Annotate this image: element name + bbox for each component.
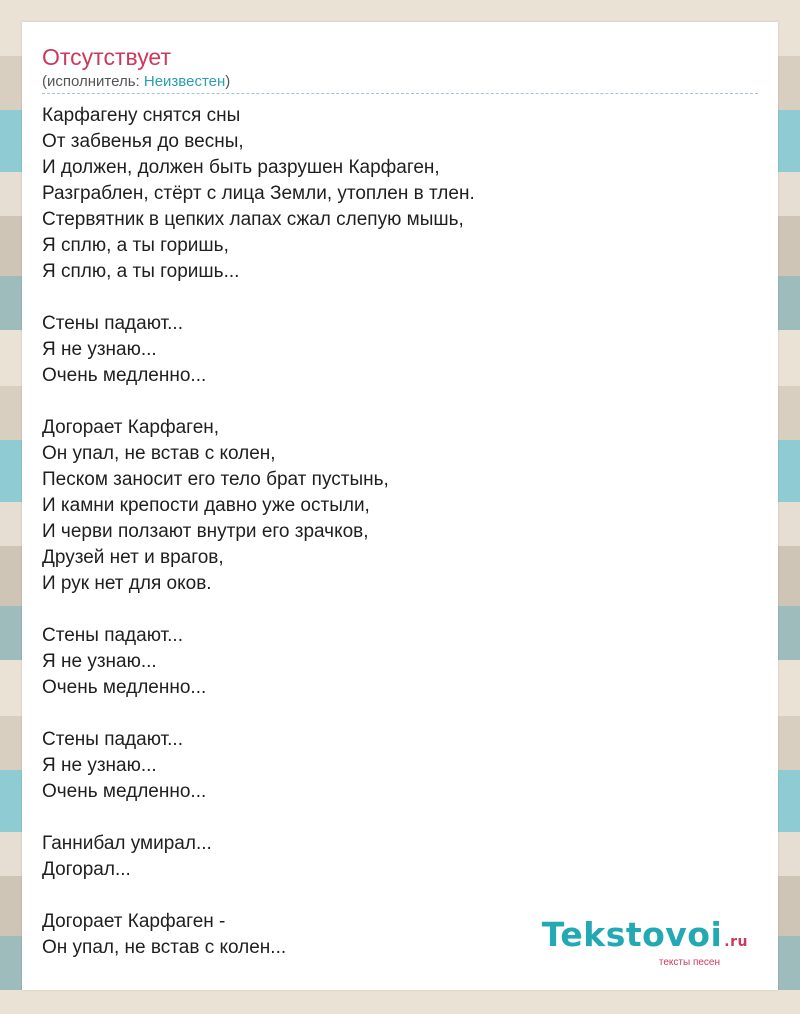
lyric-line: Догорает Карфаген - xyxy=(42,911,226,932)
lyrics-body xyxy=(42,103,758,987)
lyric-line: Я не узнаю... xyxy=(42,339,157,360)
lyric-line: От забвенья до весны, xyxy=(42,131,244,152)
logo-main-text: Tekstovoi xyxy=(541,915,723,954)
lyrics-stanza xyxy=(42,103,758,285)
site-logo[interactable] xyxy=(541,915,748,968)
lyric-line: Я сплю, а ты горишь, xyxy=(42,235,229,256)
lyrics-stanza xyxy=(42,727,758,805)
lyric-line: И камни крепости давно уже остыли, xyxy=(42,495,370,516)
lyric-line: И должен, должен быть разрушен Карфаген, xyxy=(42,157,440,178)
lyrics-stanza xyxy=(42,311,758,389)
lyric-line: Стервятник в цепких лапах сжал слепую мышь, xyxy=(42,209,464,230)
lyric-line: Очень медленно... xyxy=(42,365,207,386)
lyric-line: Стены падают... xyxy=(42,313,183,334)
lyric-line: Он упал, не встав с колен... xyxy=(42,937,287,958)
lyric-line: Друзей нет и врагов, xyxy=(42,547,224,568)
lyric-line: Стены падают... xyxy=(42,729,183,750)
lyric-line: Ганнибал умирал... xyxy=(42,833,212,854)
lyrics-stanza xyxy=(42,623,758,701)
lyric-line: Я не узнаю... xyxy=(42,755,157,776)
lyric-line: И черви ползают внутри его зрачков, xyxy=(42,521,369,542)
logo-wordmark xyxy=(541,915,748,959)
lyrics-stanza xyxy=(42,831,758,883)
lyric-line: Я сплю, а ты горишь... xyxy=(42,261,240,282)
lyric-line: Стены падают... xyxy=(42,625,183,646)
logo-tagline: тексты песен xyxy=(658,957,720,968)
lyric-line: Карфагену снятся сны xyxy=(42,105,241,126)
lyric-line: Очень медленно... xyxy=(42,677,207,698)
artist-link[interactable]: Неизвестен xyxy=(143,73,226,90)
lyric-line: И рук нет для оков. xyxy=(42,573,212,594)
lyric-line: Песком заносит его тело брат пустынь, xyxy=(42,469,389,490)
artist-prefix: (исполнитель: xyxy=(42,73,144,90)
lyric-line: Догорает Карфаген, xyxy=(42,417,220,438)
lyrics-card xyxy=(22,22,778,990)
artist-suffix: ) xyxy=(225,73,231,90)
lyric-line: Догорал... xyxy=(42,859,131,880)
lyric-line: Очень медленно... xyxy=(42,781,207,802)
header-divider xyxy=(42,93,758,94)
lyric-line: Я не узнаю... xyxy=(42,651,157,672)
lyric-line: Он упал, не встав с колен, xyxy=(42,443,276,464)
lyric-line: Разграблен, стёрт с лица Земли, утоплен в тлен. xyxy=(42,183,475,204)
song-title: Отсутствует xyxy=(42,44,171,70)
logo-domain: .ru xyxy=(724,934,748,950)
lyrics-stanza xyxy=(42,415,758,597)
artist-line xyxy=(42,73,230,91)
